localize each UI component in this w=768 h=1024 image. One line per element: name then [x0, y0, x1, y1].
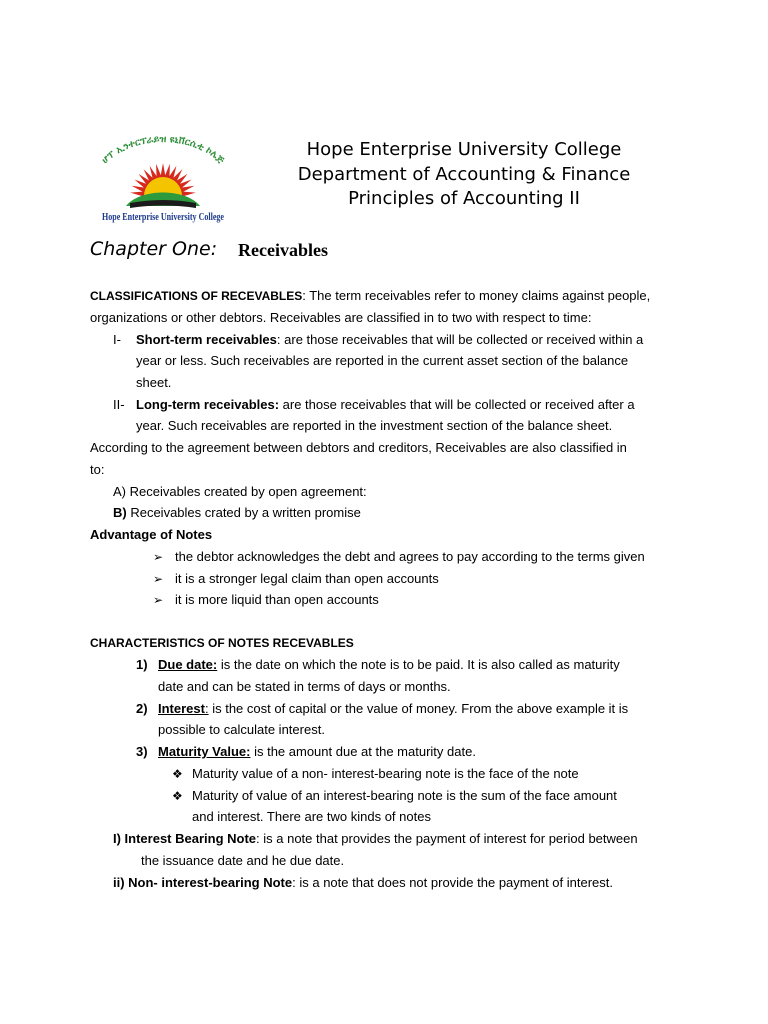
maturity-point: Maturity of value of an interest-bearing note is the sum of the face amount [192, 788, 617, 803]
interest-bearing-note-term: I) Interest Bearing Note [113, 831, 257, 846]
logo-arc-lettering [100, 136, 227, 167]
diamond-bullet-icon [172, 764, 183, 784]
long-term-receivables-text-cont: year. Such receivables are reported in the investment section of the balance sheet. [136, 418, 613, 433]
list-number: 2) [136, 701, 148, 716]
college-logo-graphic [86, 136, 240, 228]
due-date-term: Due date: [158, 657, 218, 672]
list-marker: B) [113, 505, 127, 520]
maturity-value-term: Maturity Value: [158, 744, 251, 759]
interest-bearing-note-text-cont: the issuance date and he due date. [141, 853, 345, 868]
diamond-bullet-icon [172, 786, 183, 806]
interest-item [158, 699, 628, 719]
arrow-bullet-icon [153, 590, 163, 610]
maturity-point: Maturity value of a non- interest-bearing note is the face of the note [192, 766, 579, 781]
classifications-heading: CLASSIFICATIONS OF RECEVABLES [90, 289, 303, 303]
short-term-receivables-item [136, 330, 643, 350]
due-date-text-cont: date and can be stated in terms of days or months. [158, 679, 451, 694]
maturity-value-text: is the amount due at the maturity date. [250, 744, 476, 759]
interest-text-cont: possible to calculate interest. [158, 722, 325, 737]
advantage-item: it is a stronger legal claim than open accounts [175, 571, 439, 586]
receivable-type-text: Receivables created by open agreement: [126, 484, 367, 499]
classifications-intro-text: : The term receivables refer to money claims against people, [302, 288, 651, 303]
short-term-receivables-text-cont: sheet. [136, 375, 172, 390]
non-interest-bearing-note-term: ii) Non- interest-bearing Note [113, 875, 293, 890]
interest-bearing-note-text: : is a note that provides the payment of interest for period between [256, 831, 638, 846]
document-header [264, 138, 664, 212]
course-title: Principles of Accounting II [348, 188, 580, 209]
list-marker: II- [113, 397, 125, 412]
institution-name: Hope Enterprise University College [306, 139, 622, 160]
chapter-title: Receivables [238, 240, 328, 260]
list-number: 1) [136, 657, 148, 672]
long-term-receivables-item [136, 395, 635, 415]
list-marker: I- [113, 332, 121, 347]
interest-term-punct: : [204, 701, 209, 716]
long-term-receivables-term: Long-term receivables: [136, 397, 280, 412]
short-term-receivables-text-cont: year or less. Such receivables are reported in the current asset section of the balance [136, 353, 629, 368]
chapter-label: Chapter One: [90, 238, 218, 260]
classifications-intro-line [90, 286, 650, 306]
arrow-bullet-icon [153, 547, 163, 567]
receivable-type-open-agreement [113, 482, 367, 502]
short-term-receivables-term: Short-term receivables [136, 332, 277, 347]
maturity-point-cont: and interest. There are two kinds of notes [192, 809, 431, 824]
receivable-type-text: Receivables crated by a written promise [126, 505, 361, 520]
interest-bearing-note [113, 829, 638, 849]
interest-term: Interest [158, 701, 205, 716]
non-interest-bearing-note [113, 873, 613, 893]
logo-caption: Hope Enterprise University College [102, 212, 225, 223]
college-logo [86, 136, 240, 228]
characteristics-heading: CHARACTERISTICS OF NOTES RECEVABLES [90, 636, 354, 650]
chapter-heading [90, 236, 390, 262]
logo-arc-text: ሆፕ ኢንተርፕራይዝ ዩኒቨርሲቲ ኮሌጅ [99, 136, 227, 166]
agreement-text: According to the agreement between debtors and creditors, Receivables are also classified in [90, 440, 627, 455]
long-term-receivables-text: are those receivables that will be collected or received after a [279, 397, 635, 412]
department-name: Department of Accounting & Finance [297, 163, 631, 185]
receivable-type-written-promise [113, 503, 361, 523]
maturity-value-item [158, 742, 476, 762]
advantages-heading: Advantage of Notes [90, 527, 213, 542]
list-marker: A) [113, 484, 126, 499]
list-number: 3) [136, 744, 148, 759]
non-interest-bearing-note-text: : is a note that does not provide the payment of interest. [292, 875, 613, 890]
advantage-item: the debtor acknowledges the debt and agrees to pay according to the terms given [175, 549, 645, 564]
due-date-text: is the date on which the note is to be paid. It is also called as maturity [217, 657, 620, 672]
due-date-item [158, 655, 620, 675]
classifications-intro-line-2: organizations or other debtors. Receivables are classified in to two with respect to time: [90, 310, 592, 325]
interest-text: is the cost of capital or the value of money. From the above example it is [208, 701, 629, 716]
short-term-receivables-text: : are those receivables that will be collected or received within a [276, 332, 644, 347]
agreement-text-cont: to: [90, 462, 105, 477]
advantage-item: it is more liquid than open accounts [175, 592, 379, 607]
arrow-bullet-icon [153, 569, 163, 589]
